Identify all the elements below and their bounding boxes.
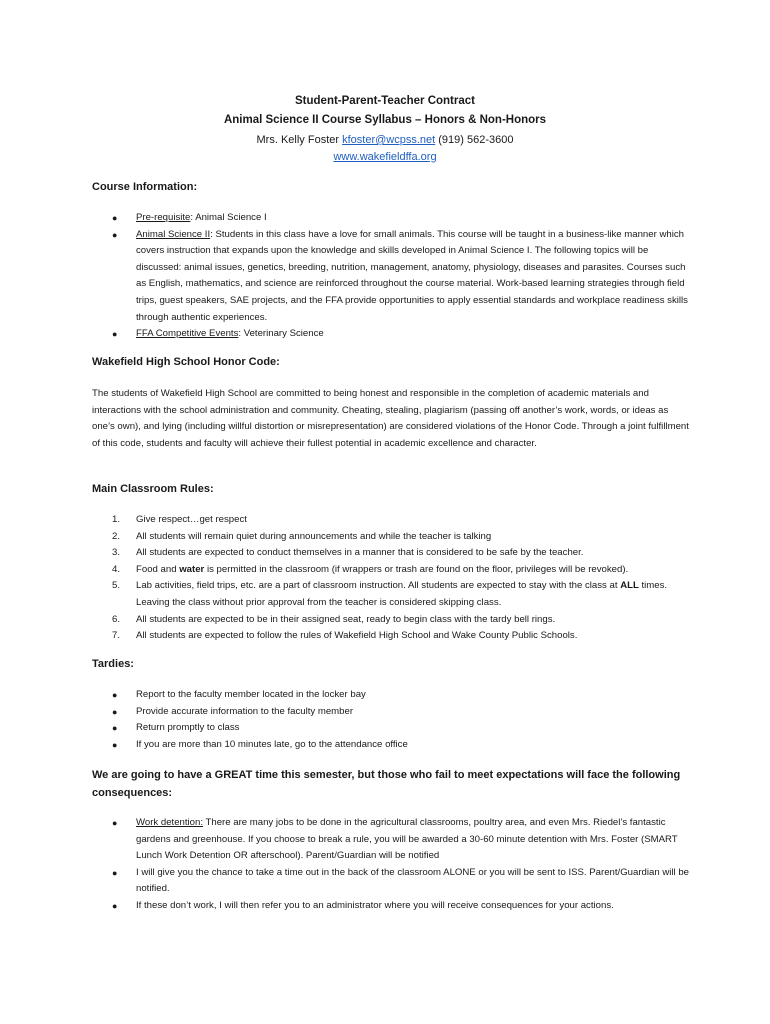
item-number: 3. — [112, 547, 121, 559]
rules-list — [92, 512, 692, 645]
item-label: Pre-requisite — [136, 212, 191, 223]
list-item — [92, 704, 692, 721]
rule-text: times. Leaving the class without prior approval from the teacher is considered skipping class. — [136, 580, 668, 608]
list-item — [92, 687, 692, 704]
bullet-icon: ● — [112, 867, 118, 878]
bullet-icon: ● — [112, 723, 118, 734]
item-text: There are many jobs to be done in the agricultural classrooms, poultry area, and even Mrs. Riedel’s fantastic gardens and greenhouse. If you choose to break a rule, you will be awarded a 30-60 minute detention with Mrs. Foster (SMART Lunch Work Detention OR afterschool). Parent/Guardian will be notified — [136, 817, 678, 862]
item-label: FFA Competitive Events — [136, 328, 239, 340]
course-title: Animal Science II Course Syllabus – Honors & Non-Honors — [223, 114, 547, 126]
list-item — [92, 612, 692, 629]
list-item — [92, 815, 692, 865]
rule-text: Food and — [136, 563, 180, 575]
list-item — [92, 529, 692, 546]
list-item — [92, 628, 692, 645]
list-item — [92, 865, 692, 898]
item-text: If these don’t work, I will then refer you to an administrator where you will receive consequences for your actions. — [136, 899, 614, 911]
rule-text: Give respect…get respect — [136, 514, 247, 525]
item-number: 4. — [112, 563, 121, 575]
list-item — [92, 562, 692, 579]
item-text: Provide accurate information to the faculty member — [136, 705, 354, 717]
rules-heading: Main Classroom Rules: — [92, 483, 214, 495]
list-item — [92, 227, 692, 327]
list-item — [92, 737, 692, 754]
rule-text: All students are expected to follow the rules of Wakefield High School and Wake County Public Schools. — [136, 630, 578, 642]
course-info-heading: Course Information: — [92, 181, 198, 193]
item-number: 1. — [112, 514, 121, 525]
item-label: Work detention: — [136, 817, 204, 828]
teacher-contact — [0, 134, 770, 146]
list-item — [92, 578, 692, 611]
bullet-icon: ● — [112, 818, 118, 828]
list-item — [92, 898, 692, 915]
bullet-icon: ● — [112, 706, 118, 717]
list-item — [92, 326, 692, 343]
item-text: Return promptly to class — [136, 722, 240, 734]
rule-text: All students are expected to conduct themselves in a manner that is considered to be safe by the teacher. — [136, 547, 584, 559]
rule-text: All students are expected to be in their assigned seat, ready to begin class with the tardy bell rings. — [136, 613, 556, 625]
item-label: Animal Science II — [136, 228, 211, 240]
rule-text: is permitted in the classroom (if wrappers or trash are found on the floor, privileges will be revoked). — [204, 563, 629, 575]
item-number: 2. — [112, 530, 121, 542]
teacher-name: Mrs. Kelly Foster — [256, 134, 340, 146]
bullet-icon: ● — [112, 213, 118, 223]
list-item — [92, 545, 692, 562]
bullet-icon: ● — [112, 329, 118, 340]
website-link[interactable]: www.wakefieldffa.org — [333, 151, 437, 163]
consequences-list — [92, 815, 692, 915]
list-item — [92, 720, 692, 737]
course-info-list — [92, 210, 692, 343]
rule-emphasis: ALL — [620, 580, 639, 592]
item-text: Report to the faculty member located in the locker bay — [136, 689, 366, 700]
list-item — [92, 210, 692, 227]
rule-emphasis: water — [179, 563, 205, 575]
website-line — [0, 151, 770, 163]
rule-text: Lab activities, field trips, etc. are a part of classroom instruction. All students are expected to stay with the class at — [136, 580, 621, 592]
bullet-icon: ● — [112, 690, 118, 700]
item-text: : Animal Science I — [190, 212, 267, 223]
item-number: 7. — [112, 630, 121, 642]
teacher-phone: (919) 562-3600 — [438, 134, 514, 146]
tardies-heading: Tardies: — [92, 658, 134, 670]
bullet-icon: ● — [112, 900, 118, 911]
bullet-icon: ● — [112, 739, 118, 750]
honor-code-heading: Wakefield High School Honor Code: — [92, 356, 280, 368]
item-number: 5. — [112, 580, 121, 592]
item-number: 6. — [112, 613, 121, 625]
tardies-list — [92, 687, 692, 753]
list-item — [92, 512, 692, 529]
consequences-heading: We are going to have a GREAT time this semester, but those who fail to meet expectations will face the following consequences: — [92, 769, 681, 799]
item-text: If you are more than 10 minutes late, go to the attendance office — [136, 738, 408, 750]
honor-code-text: The students of Wakefield High School are committed to being honest and responsible in the completion of academic materials and interactions with the school administration and community. Cheating, stealing, plagiarism (passing off another’s work, words, or ideas as one’s own), and lying (including willful distortion or misrepresentation) are considered violations of the Honor Code. Through a joint fulfillment of this code, students and faculty will achieve their fullest potential in academic excellence and character. — [92, 388, 689, 450]
item-text: : Students in this class have a love for small animals. This course will be taught in a business-like manner which covers instruction that expands upon the knowledge and skills developed in Animal Science I. The following topics will be discussed: animal issues, genetics, breeding, nutrition, management, anatomy, physiology, diseases and parasites. Courses such as English, mathematics, and science are reinforced throughout the course material. Work-based learning strategies through field trips, guest speakers, SAE projects, and the FFA provide opportunities to apply essential standards and workplace readiness skills through authentic experiences. — [136, 228, 688, 323]
rule-text: All students will remain quiet during announcements and while the teacher is talking — [136, 530, 492, 542]
item-text: : Veterinary Science — [238, 328, 324, 340]
document-title: Student-Parent-Teacher Contract — [295, 95, 475, 107]
item-text: I will give you the chance to take a time out in the back of the classroom ALONE or you will be sent to ISS. Parent/Guardian will be notified. — [136, 866, 689, 895]
bullet-icon: ● — [112, 229, 118, 240]
teacher-email-link[interactable]: kfoster@wcpss.net — [342, 134, 436, 146]
